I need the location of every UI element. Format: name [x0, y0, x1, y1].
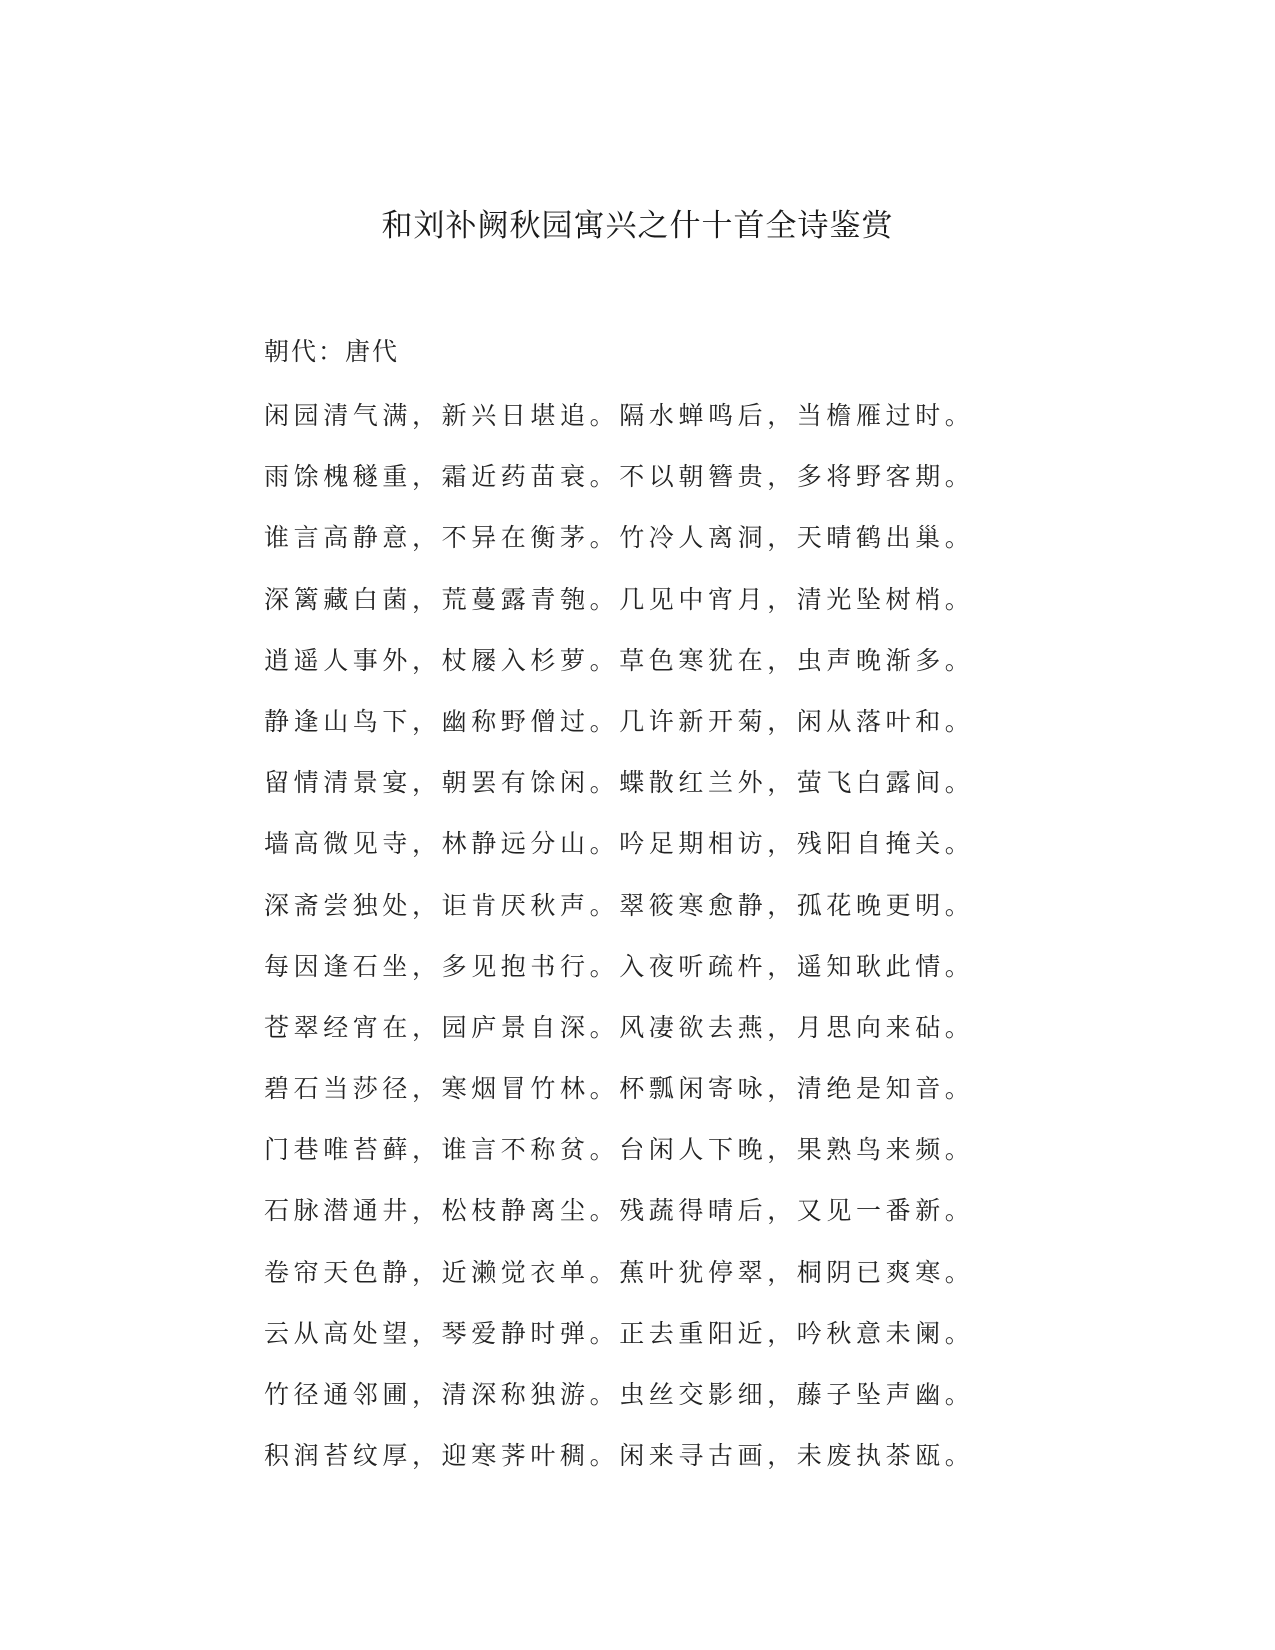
poem-line: 苍翠经宵在，园庐景自深。风凄欲去燕，月思向来砧。 [264, 1012, 975, 1042]
poem-line: 留情清景宴，朝罢有馀闲。蝶散红兰外，萤飞白露间。 [264, 768, 975, 798]
poem-line: 竹径通邻圃，清深称独游。虫丝交影细，藤子坠声幽。 [264, 1380, 975, 1409]
poem-line: 深篱藏白菌，荒蔓露青匏。几见中宵月，清光坠树梢。 [264, 584, 975, 614]
poem-line: 云从高处望，琴爱静时弹。正去重阳近，吟秋意未阑。 [264, 1318, 975, 1348]
poem-body [264, 398, 984, 1499]
dynasty-line: 朝代：唐代 [264, 337, 400, 366]
poem-line: 雨馀槐穟重，霜近药苗衰。不以朝簪贵，多将野客期。 [264, 462, 975, 492]
poem-line: 积润苔纹厚，迎寒荠叶稠。闲来寻古画，未废执茶瓯。 [264, 1441, 975, 1471]
poem-line: 碧石当莎径，寒烟冒竹林。杯瓢闲寄咏，清绝是知音。 [264, 1074, 975, 1104]
document-title: 和刘补阙秋园寓兴之什十首全诗鉴赏 [381, 208, 894, 244]
poem-line: 深斋尝独处，讵肯厌秋声。翠筱寒愈静，孤花晚更明。 [264, 890, 975, 920]
poem-line: 卷帘天色静，近濑觉衣单。蕉叶犹停翠，桐阴已爽寒。 [264, 1257, 975, 1287]
poem-line: 墙高微见寺，林静远分山。吟足期相访，残阳自掩关。 [264, 829, 975, 859]
poem-line: 每因逢石坐，多见抱书行。入夜听疏杵，遥知耿此情。 [264, 951, 975, 981]
poem-line: 石脉潜通井，松枝静离尘。残蔬得晴后，又见一番新。 [264, 1196, 975, 1226]
poem-line: 谁言高静意，不异在衡茅。竹冷人离洞，天晴鹤出巢。 [264, 523, 975, 553]
poem-line: 闲园清气满，新兴日堪追。隔水蝉鸣后，当檐雁过时。 [264, 401, 975, 430]
poem-line: 门巷唯苔藓，谁言不称贫。台闲人下晚，果熟鸟来频。 [264, 1135, 975, 1165]
poem-line: 逍遥人事外，杖屦入杉萝。草色寒犹在，虫声晚渐多。 [264, 645, 975, 675]
poem-line: 静逢山鸟下，幽称野僧过。几许新开菊，闲从落叶和。 [264, 706, 975, 736]
